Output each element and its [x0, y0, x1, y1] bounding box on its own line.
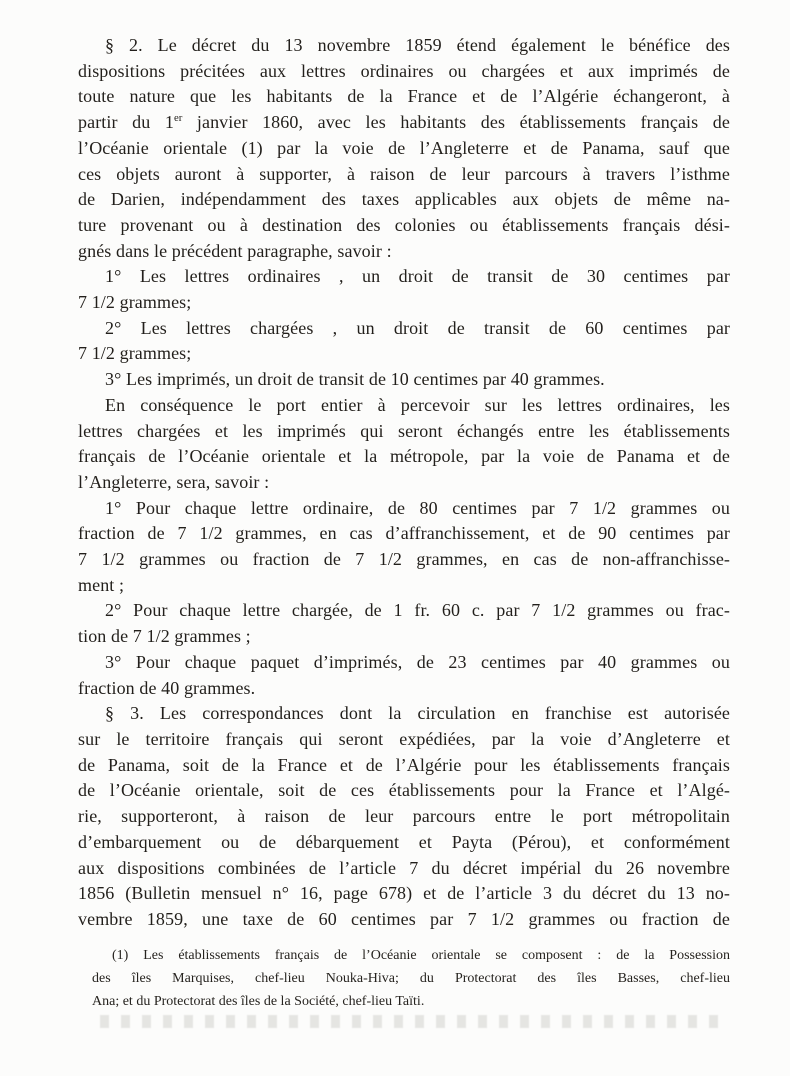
- text-line: 3° Les imprimés, un droit de transit de 10 centimes par 40 grammes.: [105, 369, 605, 390]
- list-item-port-3: [78, 650, 730, 701]
- text-line: partir du 1er janvier 1860, avec les habitants des établissements français de: [78, 112, 730, 133]
- text-line: 1° Pour chaque lettre ordinaire, de 80 centimes par 7 1/2 grammes ou: [105, 497, 730, 518]
- text-line: vembre 1859, une taxe de 60 centimes par 7 1/2 grammes ou fraction de: [78, 908, 730, 929]
- text-line: 7 1/2 grammes ou fraction de 7 1/2 grammes, en cas de non-affranchisse-: [78, 549, 730, 570]
- list-item-transit-1: [78, 264, 730, 315]
- text-line: fraction de 7 1/2 grammes, en cas d’affranchissement, et de 90 centimes par: [78, 523, 730, 544]
- paragraph-section-3: [78, 701, 730, 932]
- text-line: d’embarquement ou de débarquement et Payta (Pérou), et conformément: [78, 831, 730, 852]
- text-line: l’Océanie orientale (1) par la voie de l’Angleterre et de Panama, sauf que: [78, 137, 730, 158]
- main-text: [78, 33, 730, 933]
- text-line: En conséquence le port entier à percevoir sur les lettres ordinaires, les: [105, 394, 730, 415]
- text-line: fraction de 40 grammes.: [78, 677, 256, 698]
- text-line: aux dispositions combinées de l’article 7 du décret impérial du 26 novembre: [78, 857, 730, 878]
- footnote-line: (1) Les établissements français de l’Océanie orientale se composent : de la Possession: [112, 948, 730, 963]
- text-line: gnés dans le précédent paragraphe, savoir :: [78, 240, 392, 261]
- list-item-port-1: [78, 496, 730, 599]
- text-line: § 2. Le décret du 13 novembre 1859 étend également le bénéfice des: [105, 35, 730, 55]
- text-line: sur le territoire français qui seront expédiées, par la voie d’Angleterre et: [78, 728, 730, 749]
- text-line: 3° Pour chaque paquet d’imprimés, de 23 centimes par 40 grammes ou: [105, 651, 730, 672]
- text-line: dispositions précitées aux lettres ordinaires ou chargées et aux imprimés de: [78, 60, 730, 81]
- paragraph-consequence: [78, 393, 730, 496]
- text-line: 7 1/2 grammes;: [78, 292, 192, 313]
- text-line: de Darien, indépendamment des taxes applicables aux objets de même na-: [78, 189, 730, 210]
- text-line: français de l’Océanie orientale et la métropole, par la voie de Panama et de: [78, 446, 730, 467]
- text-line: de l’Océanie orientale, soit de ces établissements pour la France et l’Algé-: [78, 780, 730, 801]
- text-line: ture provenant ou à destination des colonies ou établissements français dési-: [78, 214, 730, 235]
- text-line: tion de 7 1/2 grammes ;: [78, 626, 251, 647]
- text-line: toute nature que les habitants de la France et de l’Algérie échangeront, à: [78, 86, 730, 107]
- text-line: 1856 (Bulletin mensuel n° 16, page 678) et de l’article 3 du décret du 13 no-: [78, 883, 730, 904]
- list-item-port-2: [78, 598, 730, 649]
- list-item-transit-3: [78, 367, 730, 393]
- text-line: 2° Les lettres chargées , un droit de transit de 60 centimes par: [105, 317, 730, 338]
- text-line: lettres chargées et les imprimés qui seront échangés entre les établissements: [78, 420, 730, 441]
- text-line: de Panama, soit de la France et de l’Algérie pour les établissements français: [78, 754, 730, 775]
- footnote: [92, 944, 730, 1013]
- text-line: ces objets auront à supporter, à raison de leur parcours à travers l’isthme: [78, 163, 730, 184]
- text-line: 1° Les lettres ordinaires , un droit de transit de 30 centimes par: [105, 266, 730, 287]
- footnote-line: Ana; et du Protectorat des îles de la Société, chef-lieu Taïti.: [92, 994, 425, 1009]
- ink-bleed-artifact: [100, 1015, 722, 1028]
- list-item-transit-2: [78, 316, 730, 367]
- text-line: ment ;: [78, 574, 125, 595]
- paragraph-section-2: [78, 33, 730, 264]
- text-line: 2° Pour chaque lettre chargée, de 1 fr. 60 c. par 7 1/2 grammes ou frac-: [105, 600, 730, 621]
- text-line: § 3. Les correspondances dont la circulation en franchise est autorisée: [105, 703, 730, 724]
- footnote-line: des îles Marquises, chef-lieu Nouka-Hiva; du Protectorat des îles Basses, chef-lieu: [92, 971, 730, 986]
- text-line: 7 1/2 grammes;: [78, 343, 192, 364]
- text-line: l’Angleterre, sera, savoir :: [78, 471, 270, 492]
- text-line: rie, supporteront, à raison de leur parcours entre le port métropolitain: [78, 806, 730, 827]
